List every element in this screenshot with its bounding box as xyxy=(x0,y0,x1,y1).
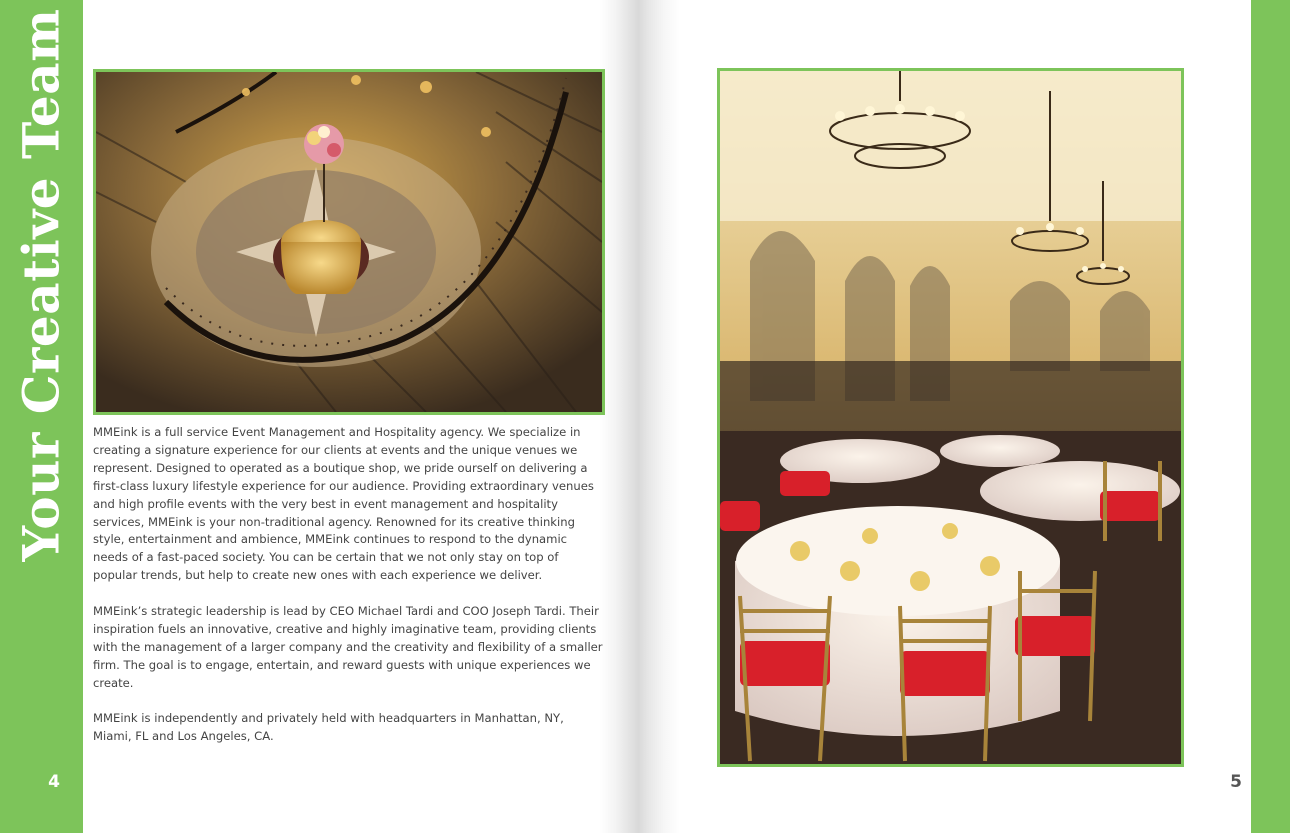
right-accent-band xyxy=(1251,0,1290,833)
book-gutter xyxy=(600,0,680,833)
staircase-photo xyxy=(93,69,605,415)
body-paragraph-intro: MMEink is a full service Event Management and Hospitality agency. We specialize in creating a signature experience for our clients at events and the unique venues we represent. Designed to operated as a boutique shop, we pride ourself on delivering a first-class luxury lifestyle experience for our audience. Providing extraordinary venues and high profile events with the very best in event management and hospitality services, MMEink is your non-traditional agency. Renowned for its creative thinking style, entertainment and ambience, MMEink continues to respond to the dynamic needs of a fast-paced society. You can be certain that we not only stay on top of popular trends, but help to create new ones with each experience we deliver. xyxy=(93,425,594,583)
body-text xyxy=(93,424,603,764)
body-paragraph-leadership: MMEink’s strategic leadership is lead by CEO Michael Tardi and COO Joseph Tardi. Their inspiration fuels an innovative, creative and highly imaginative team, providing clients with the management of a larger company and the creativity and flexibility of a smaller firm. The goal is to engage, entertain, and reward guests with unique experiences we create. xyxy=(93,604,603,690)
page-number-left: 4 xyxy=(48,772,60,792)
section-title: Your Creative Team xyxy=(11,8,71,562)
page-number-right: 5 xyxy=(1230,772,1242,792)
body-paragraph-headquarters: MMEink is independently and privately held with headquarters in Manhattan, NY, Miami, FL and Los Angeles, CA. xyxy=(93,711,564,744)
ballroom-photo xyxy=(717,68,1184,767)
